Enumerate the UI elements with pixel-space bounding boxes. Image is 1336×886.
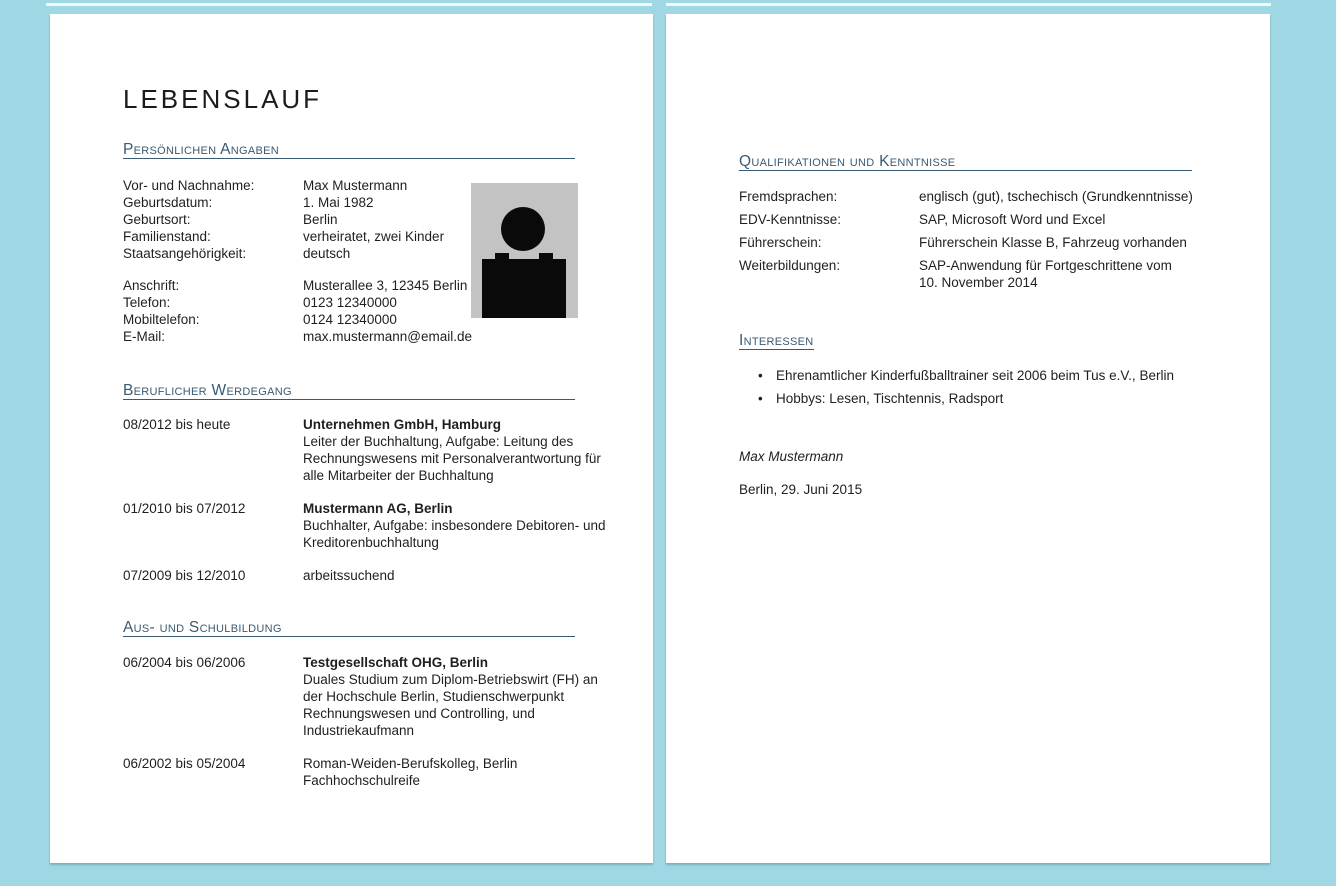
- field-value: SAP-Anwendung für Fortgeschrittene vom: [919, 258, 1172, 273]
- field-label: Geburtsdatum:: [123, 195, 213, 210]
- field-value-line2: 10. November 2014: [919, 275, 1038, 290]
- entry-description-line: Kreditorenbuchhaltung: [303, 535, 439, 550]
- personal-data-rows: [123, 177, 444, 262]
- list-item: [758, 367, 1174, 384]
- field-label: Staatsangehörigkeit:: [123, 246, 247, 261]
- entry-description-line: Leiter der Buchhaltung, Aufgabe: Leitung des: [303, 434, 574, 449]
- contact-row: [123, 328, 472, 345]
- page-top-edge-artifact: [666, 3, 1271, 6]
- field-label: Anschrift:: [123, 278, 180, 293]
- entry-description-line: arbeitssuchend: [303, 568, 395, 583]
- applicant-photo-placeholder: [471, 183, 578, 318]
- field-value: deutsch: [303, 246, 351, 261]
- entry-description-line: Rechnungswesen und Controlling, und: [303, 706, 535, 721]
- field-label: EDV-Kenntnisse:: [739, 212, 842, 227]
- personal-row: [123, 194, 444, 211]
- field-label: Mobiltelefon:: [123, 312, 200, 327]
- entry-description-line: alle Mitarbeiter der Buchhaltung: [303, 468, 494, 483]
- field-value: Musterallee 3, 12345 Berlin: [303, 278, 468, 293]
- entry-date-range: 01/2010 bis 07/2012: [123, 501, 246, 516]
- contact-row: [123, 294, 472, 311]
- personal-row: [123, 211, 444, 228]
- personal-row: [123, 245, 444, 262]
- entry-description-line: Duales Studium zum Diplom-Betriebswirt (FH) an: [303, 672, 598, 687]
- list-item: [758, 390, 1174, 407]
- page-title: LEBENSLAUF: [123, 84, 323, 114]
- bullet-icon: •: [758, 368, 763, 383]
- contact-data-rows: [123, 277, 472, 345]
- entry-description-line: Buchhalter, Aufgabe: insbesondere Debitoren- und: [303, 518, 606, 533]
- resume-page-1: [50, 14, 653, 863]
- field-value: Max Mustermann: [303, 178, 408, 193]
- page-top-edge-artifact: [46, 3, 652, 6]
- entry-school: Testgesellschaft OHG, Berlin: [303, 655, 489, 670]
- qualification-row: [739, 188, 1193, 205]
- field-label: Geburtsort:: [123, 212, 191, 227]
- entry-date-range: 07/2009 bis 12/2010: [123, 568, 246, 583]
- section-heading-personal-data: Persönlichen Angaben: [123, 141, 575, 159]
- personal-row: [123, 177, 444, 194]
- field-label: E-Mail:: [123, 329, 166, 344]
- section-heading-education: Aus- und Schulbildung: [123, 619, 575, 637]
- signature-place-date: Berlin, 29. Juni 2015: [739, 482, 863, 497]
- field-value: SAP, Microsoft Word und Excel: [919, 212, 1106, 227]
- contact-row: [123, 311, 472, 328]
- field-value: englisch (gut), tschechisch (Grundkenntnisse): [919, 189, 1193, 204]
- field-value: Berlin: [303, 212, 338, 227]
- entry-description-line: der Hochschule Berlin, Studienschwerpunkt: [303, 689, 565, 704]
- entry-description-line: Roman-Weiden-Berufskolleg, Berlin: [303, 756, 518, 771]
- entry-description-line: Rechnungswesens mit Personalverantwortung für: [303, 451, 601, 466]
- field-value: max.mustermann@email.de: [303, 329, 473, 344]
- entry-date-range: 06/2004 bis 06/2006: [123, 655, 246, 670]
- qualification-row: [739, 211, 1193, 228]
- field-label: Familienstand:: [123, 229, 211, 244]
- entry-description-line: Industriekaufmann: [303, 723, 415, 738]
- entry-company: Mustermann AG, Berlin: [303, 501, 453, 516]
- section-heading-career: Beruflicher Werdegang: [123, 382, 575, 400]
- signature-name: Max Mustermann: [739, 449, 844, 464]
- field-value: 0123 12340000: [303, 295, 397, 310]
- entry-date-range: 08/2012 bis heute: [123, 417, 231, 432]
- field-label: Fremdsprachen:: [739, 189, 838, 204]
- field-label: Führerschein:: [739, 235, 822, 250]
- resume-page-2: [666, 14, 1270, 863]
- qualification-rows: [739, 188, 1193, 297]
- field-label: Telefon:: [123, 295, 171, 310]
- field-value: 0124 12340000: [303, 312, 397, 327]
- field-label: Weiterbildungen:: [739, 258, 841, 273]
- field-value: 1. Mai 1982: [303, 195, 374, 210]
- person-silhouette-icon: [471, 183, 578, 318]
- field-value: Führerschein Klasse B, Fahrzeug vorhanden: [919, 235, 1187, 250]
- list-item-text: Ehrenamtlicher Kinderfußballtrainer seit 2006 beim Tus e.V., Berlin: [776, 368, 1174, 383]
- personal-row: [123, 228, 444, 245]
- field-label: Vor- und Nachnahme:: [123, 178, 255, 193]
- qualification-row: [739, 257, 1193, 291]
- entry-description-line: Fachhochschulreife: [303, 773, 421, 788]
- qualification-row: [739, 234, 1193, 251]
- bullet-icon: •: [758, 391, 763, 406]
- interests-list: [758, 367, 1174, 413]
- list-item-text: Hobbys: Lesen, Tischtennis, Radsport: [776, 391, 1004, 406]
- entry-company: Unternehmen GmbH, Hamburg: [303, 417, 502, 432]
- section-heading-interests: Interessen: [739, 332, 814, 349]
- section-heading-qualifications: Qualifikationen und Kenntnisse: [739, 153, 1192, 171]
- contact-row: [123, 277, 472, 294]
- entry-date-range: 06/2002 bis 05/2004: [123, 756, 246, 771]
- field-value: verheiratet, zwei Kinder: [303, 229, 445, 244]
